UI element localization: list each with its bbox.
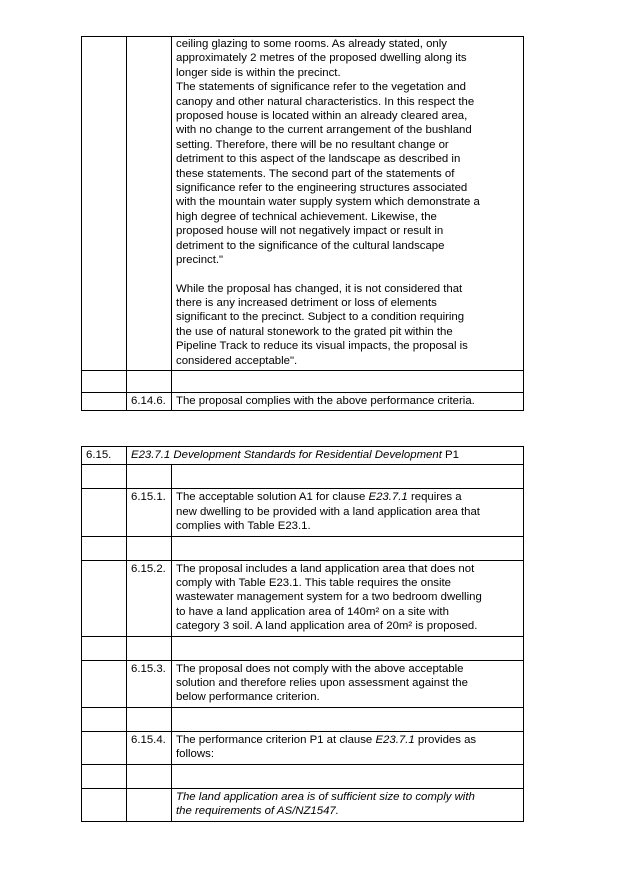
table-row-quoted-criterion (82, 788, 524, 821)
table-row-spacer (82, 636, 524, 660)
clause-number: 6.14.6. (127, 392, 172, 410)
cell-empty (82, 370, 127, 392)
cell-empty (127, 370, 172, 392)
text-line: setting. Therefore, there will be no resultant change or (176, 138, 449, 151)
text-line: detriment to this aspect of the landscape as described in (176, 153, 461, 166)
text-line: solution and therefore relies upon assessment against the (176, 677, 468, 690)
cell-empty (127, 788, 172, 821)
text-line: comply with Table E23.1. This table requires the onsite (176, 577, 452, 590)
text-line: new dwelling to be provided with a land application area that (176, 505, 480, 518)
heading-tail: P1 (441, 449, 459, 461)
table-row-6-14-6 (82, 392, 524, 410)
text-line: significance refer to the engineering structures associated (176, 182, 468, 195)
section-number: 6.15. (82, 447, 127, 465)
cell-empty (127, 37, 172, 371)
clause-reference: E23.7.1 (368, 491, 408, 504)
cell-empty (82, 392, 127, 410)
clause-text (172, 489, 524, 536)
text-line: to have a land application area of 140m² on a site with (176, 605, 449, 618)
text-run: The acceptable solution A1 for clause (176, 491, 369, 504)
table-row-6-15-heading (82, 447, 524, 465)
text-line (176, 490, 520, 504)
cell-empty (172, 536, 524, 560)
clause-number: 6.15.2. (127, 560, 172, 636)
text-run: requires a (407, 491, 462, 504)
text-line: The land application area is of sufficient size to comply with (176, 790, 475, 803)
text-run: The performance criterion P1 at clause (176, 733, 376, 746)
text-line: The proposal does not comply with the above acceptable (176, 662, 464, 675)
cell-empty (127, 707, 172, 731)
cell-empty (172, 707, 524, 731)
table-row-spacer (82, 764, 524, 788)
text-line: there is any increased detriment or loss of elements (176, 296, 437, 309)
cell-empty (82, 489, 127, 536)
cell-empty (172, 636, 524, 660)
text-line: precinct." (176, 254, 224, 267)
table-row-6-15-3 (82, 660, 524, 707)
text-line: The statements of significance refer to the vegetation and (176, 81, 466, 94)
section-heading (127, 447, 524, 465)
clause-text: The proposal complies with the above performance criteria. (172, 392, 524, 410)
text-run: provides as (414, 733, 477, 746)
table-row-6-15-2 (82, 560, 524, 636)
text-line: complies with Table E23.1. (176, 520, 311, 533)
table-row-spacer (82, 707, 524, 731)
assessment-table-6-15 (81, 446, 524, 822)
clause-text (172, 660, 524, 707)
text-line: the use of natural stonework to the grated pit within the (176, 325, 453, 338)
text-line: significant to the precinct. Subject to a condition requiring (176, 311, 465, 324)
heading-italic: E23.7.1 Development Standards for Residential Development (131, 449, 442, 461)
clause-number: 6.15.1. (127, 489, 172, 536)
text-line: proposed house will not negatively impact or result in (176, 225, 444, 238)
cell-empty (82, 788, 127, 821)
text-line: canopy and other natural characteristics. In this respect the (176, 95, 475, 108)
cell-empty (172, 370, 524, 392)
text-line: The proposal includes a land application area that does not (176, 562, 475, 575)
text-line: Pipeline Track to reduce its visual impacts, the proposal is (176, 340, 468, 353)
text-line: detriment to the significance of the cultural landscape (176, 239, 445, 252)
clause-number: 6.15.3. (127, 660, 172, 707)
cell-empty (82, 37, 127, 371)
quoted-criterion (172, 788, 524, 821)
text-line: proposed house is located within an already cleared area, (176, 110, 468, 123)
text-line: While the proposal has changed, it is not considered that (176, 282, 463, 295)
text-line: wastewater management system for a two bedroom dwelling (176, 591, 482, 604)
continued-quote-cell (172, 37, 524, 371)
clause-reference: E23.7.1 (375, 733, 415, 746)
text-line: longer side is within the precinct. (176, 66, 341, 79)
cell-empty (82, 465, 127, 489)
cell-empty (82, 536, 127, 560)
text-line: these statements. The second part of the statements of (176, 167, 455, 180)
cell-empty (82, 660, 127, 707)
table-row-6-15-1 (82, 489, 524, 536)
text-line: considered acceptable". (176, 354, 298, 367)
paragraph-gap (176, 268, 520, 282)
text-line: category 3 soil. A land application area of 20m² is proposed. (176, 620, 478, 633)
text-line: with the mountain water supply system which demonstrate a (176, 196, 480, 209)
cell-empty (82, 636, 127, 660)
text-line: below performance criterion. (176, 691, 320, 704)
cell-empty (172, 764, 524, 788)
table-row-spacer (82, 536, 524, 560)
text-line: with no change to the current arrangement of the bushland (176, 124, 472, 137)
cell-empty (82, 731, 127, 764)
clause-number: 6.15.4. (127, 731, 172, 764)
text-line: the requirements of AS/NZ1547. (176, 805, 339, 818)
text-line (176, 733, 520, 747)
cell-empty (172, 465, 524, 489)
cell-empty (127, 636, 172, 660)
text-line: follows: (176, 748, 214, 761)
clause-text (172, 560, 524, 636)
table-row-6-15-4 (82, 731, 524, 764)
cell-empty (82, 560, 127, 636)
text-line: ceiling glazing to some rooms. As already stated, only (176, 38, 447, 50)
cell-empty (127, 764, 172, 788)
text-line: high degree of technical achievement. Likewise, the (176, 210, 437, 223)
cell-empty (127, 465, 172, 489)
cell-empty (127, 536, 172, 560)
clause-text (172, 731, 524, 764)
text-line: approximately 2 metres of the proposed dwelling along its (176, 52, 467, 65)
assessment-table-6-14 (81, 36, 524, 411)
table-row-continued-text (82, 37, 524, 371)
cell-empty (82, 707, 127, 731)
table-row-spacer (82, 370, 524, 392)
table-row-spacer (82, 465, 524, 489)
cell-empty (82, 764, 127, 788)
